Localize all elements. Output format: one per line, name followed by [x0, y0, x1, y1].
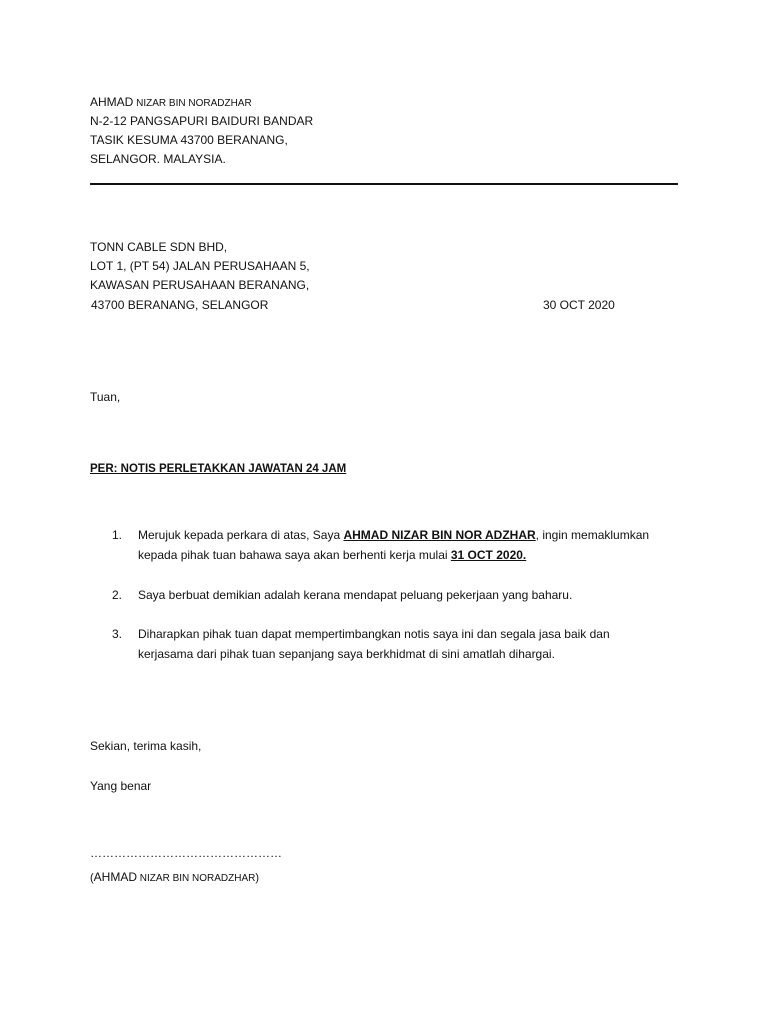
- letter-date: 30 OCT 2020: [543, 298, 615, 312]
- recipient-line: 43700 BERANANG, SELANGOR: [91, 298, 269, 312]
- paragraph-text-part: , ingin memaklumkan: [535, 528, 650, 542]
- subject-line: PER: NOTIS PERLETAKKAN JAWATAN 24 JAM: [90, 463, 347, 475]
- signature-name-first: AHMAD: [93, 870, 138, 884]
- closing-line: Sekian, terima kasih,: [90, 739, 202, 753]
- salutation: Tuan,: [90, 390, 121, 404]
- sender-address-line: TASIK KESUMA 43700 BERANANG,: [90, 133, 288, 147]
- paragraph-number: 3.: [112, 627, 123, 641]
- paragraph-text: [138, 585, 698, 605]
- paragraph-text: [138, 624, 698, 664]
- paragraph-number: 2.: [112, 588, 123, 602]
- paragraph-number: 1.: [112, 528, 123, 542]
- resignation-date: 31 OCT 2020.: [450, 548, 527, 562]
- paragraph-text: [138, 525, 698, 565]
- signature-paren: ): [255, 872, 260, 884]
- paragraph-text-line: kerjasama dari pihak tuan sepanjang saya berkhidmat di sini amatlah dihargai.: [138, 647, 555, 661]
- paragraph-text-part: Merujuk kepada perkara di atas, Saya: [138, 528, 344, 542]
- signature-line: …………………………………………: [90, 846, 282, 860]
- employee-name: AHMAD NIZAR BIN NOR ADZHAR: [343, 528, 536, 542]
- signature-name-rest: NIZAR BIN NORADZHAR: [137, 873, 256, 884]
- sign-off: Yang benar: [90, 779, 152, 793]
- signature-paren: (: [90, 872, 94, 884]
- sender-address-line: N-2-12 PANGSAPURI BAIDURI BANDAR: [90, 114, 314, 128]
- recipient-line: KAWASAN PERUSAHAAN BERANANG,: [90, 278, 310, 292]
- recipient-line: LOT 1, (PT 54) JALAN PERUSAHAAN 5,: [90, 259, 310, 273]
- sender-name: [90, 94, 252, 112]
- sender-address-line: SELANGOR. MALAYSIA.: [90, 152, 226, 166]
- paragraph-text-part: kepada pihak tuan bahawa saya akan berhenti kerja mulai: [138, 548, 451, 562]
- sender-name-first: AHMAD: [90, 95, 134, 109]
- recipient-line: TONN CABLE SDN BHD,: [90, 240, 228, 254]
- signature-name: [90, 869, 259, 887]
- paragraph-text-line: Saya berbuat demikian adalah kerana mendapat peluang pekerjaan yang baharu.: [138, 588, 573, 602]
- sender-name-rest: NIZAR BIN NORADZHAR: [133, 98, 252, 109]
- paragraph-text-line: Diharapkan pihak tuan dapat mempertimbangkan notis saya ini dan segala jasa baik dan: [138, 627, 610, 641]
- header-divider: [90, 183, 678, 185]
